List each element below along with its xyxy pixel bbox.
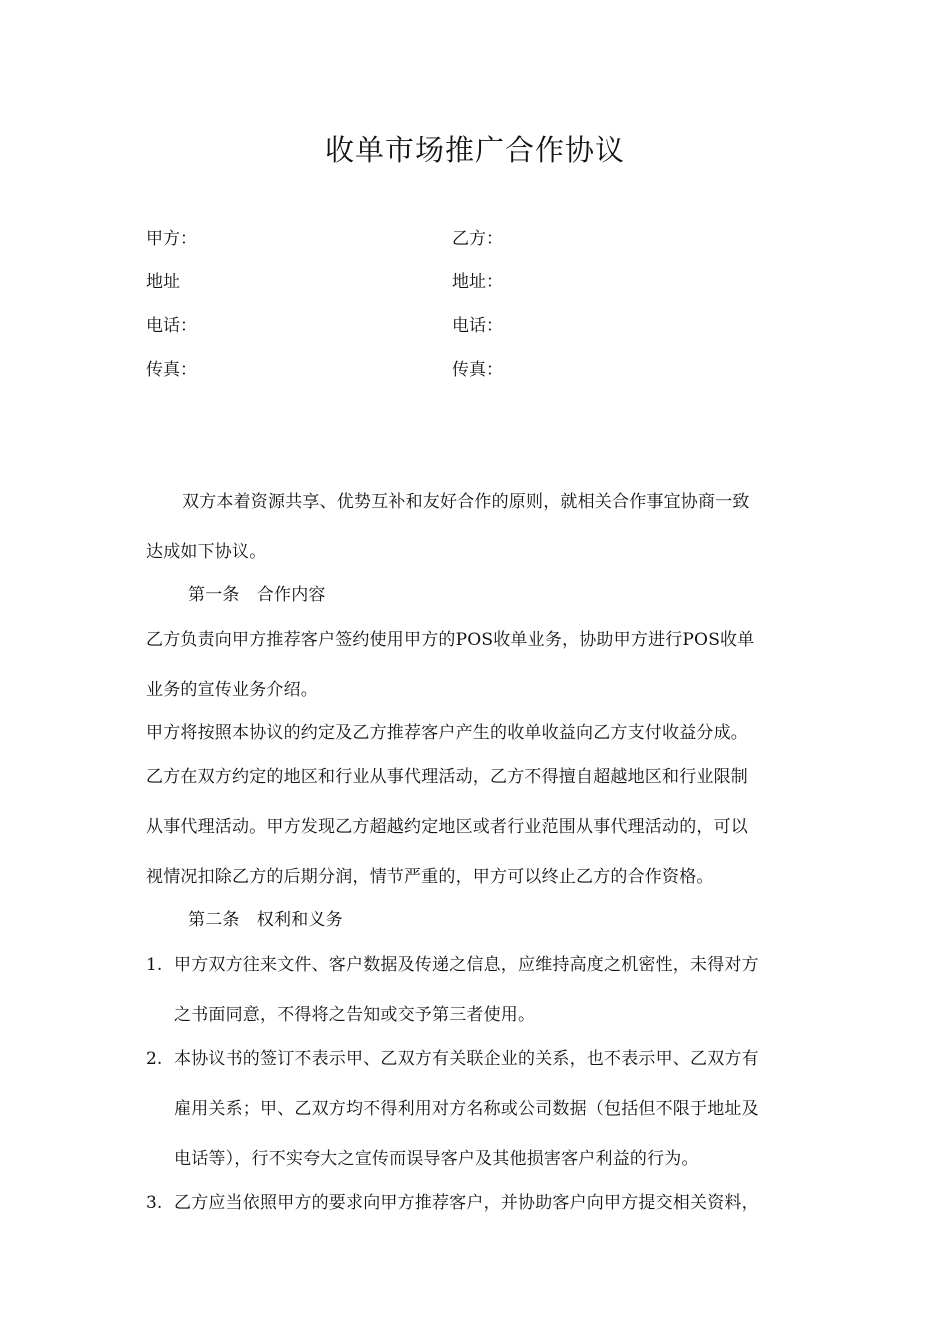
party-a-fax-label: 传真： bbox=[146, 360, 197, 380]
party-b-address-label: 地址： bbox=[452, 272, 503, 292]
article-1-line: 乙方负责向甲方推荐客户签约使用甲方的POS收单业务，协助甲方进行POS收单 bbox=[146, 630, 755, 650]
article-1-line: 视情况扣除乙方的后期分润，情节严重的，甲方可以终止乙方的合作资格。 bbox=[146, 867, 714, 887]
article-1-line: 乙方在双方约定的地区和行业从事代理活动，乙方不得擅自超越地区和行业限制 bbox=[146, 767, 748, 787]
party-b-name-label: 乙方： bbox=[452, 229, 503, 249]
party-row-name bbox=[146, 226, 826, 252]
document-title: 收单市场推广合作协议 bbox=[324, 133, 625, 167]
article-1-line: 从事代理活动。甲方发现乙方超越约定地区或者行业范围从事代理活动的，可以 bbox=[146, 817, 748, 837]
party-row-phone bbox=[146, 313, 826, 339]
article-2-heading: 第二条 权利和义务 bbox=[188, 910, 343, 930]
article-1-heading: 第一条 合作内容 bbox=[188, 585, 326, 605]
clause-number: 2. bbox=[146, 1049, 163, 1069]
clause-line: 电话等），行不实夸大之宣传而误导客户及其他损害客户利益的行为。 bbox=[174, 1149, 699, 1169]
party-row-address bbox=[146, 269, 826, 295]
preamble-line: 达成如下协议。 bbox=[146, 542, 267, 562]
party-a-address-label: 地址 bbox=[146, 272, 180, 292]
party-b-fax-label: 传真： bbox=[452, 360, 503, 380]
clause-line: 本协议书的签订不表示甲、乙双方有关联企业的关系，也不表示甲、乙双方有 bbox=[174, 1049, 759, 1069]
party-row-fax bbox=[146, 357, 826, 383]
clause-line: 雇用关系；甲、乙双方均不得利用对方名称或公司数据（包括但不限于地址及 bbox=[174, 1099, 759, 1119]
article-1-line: 业务的宣传业务介绍。 bbox=[146, 680, 318, 700]
clause-number: 1. bbox=[146, 955, 163, 975]
preamble-line: 双方本着资源共享、优势互补和友好合作的原则，就相关合作事宜协商一致 bbox=[182, 492, 750, 512]
clause-line: 之书面同意，不得将之告知或交予第三者使用。 bbox=[174, 1005, 536, 1025]
clause-line: 甲方双方往来文件、客户数据及传递之信息，应维持高度之机密性，未得对方 bbox=[174, 955, 759, 975]
article-1-line: 甲方将按照本协议的约定及乙方推荐客户产生的收单收益向乙方支付收益分成。 bbox=[146, 723, 748, 743]
party-a-phone-label: 电话： bbox=[146, 316, 197, 336]
party-b-phone-label: 电话： bbox=[452, 316, 503, 336]
party-a-name-label: 甲方： bbox=[146, 229, 197, 249]
clause-number: 3. bbox=[146, 1193, 163, 1213]
clause-line: 乙方应当依照甲方的要求向甲方推荐客户，并协助客户向甲方提交相关资料， bbox=[174, 1193, 759, 1213]
